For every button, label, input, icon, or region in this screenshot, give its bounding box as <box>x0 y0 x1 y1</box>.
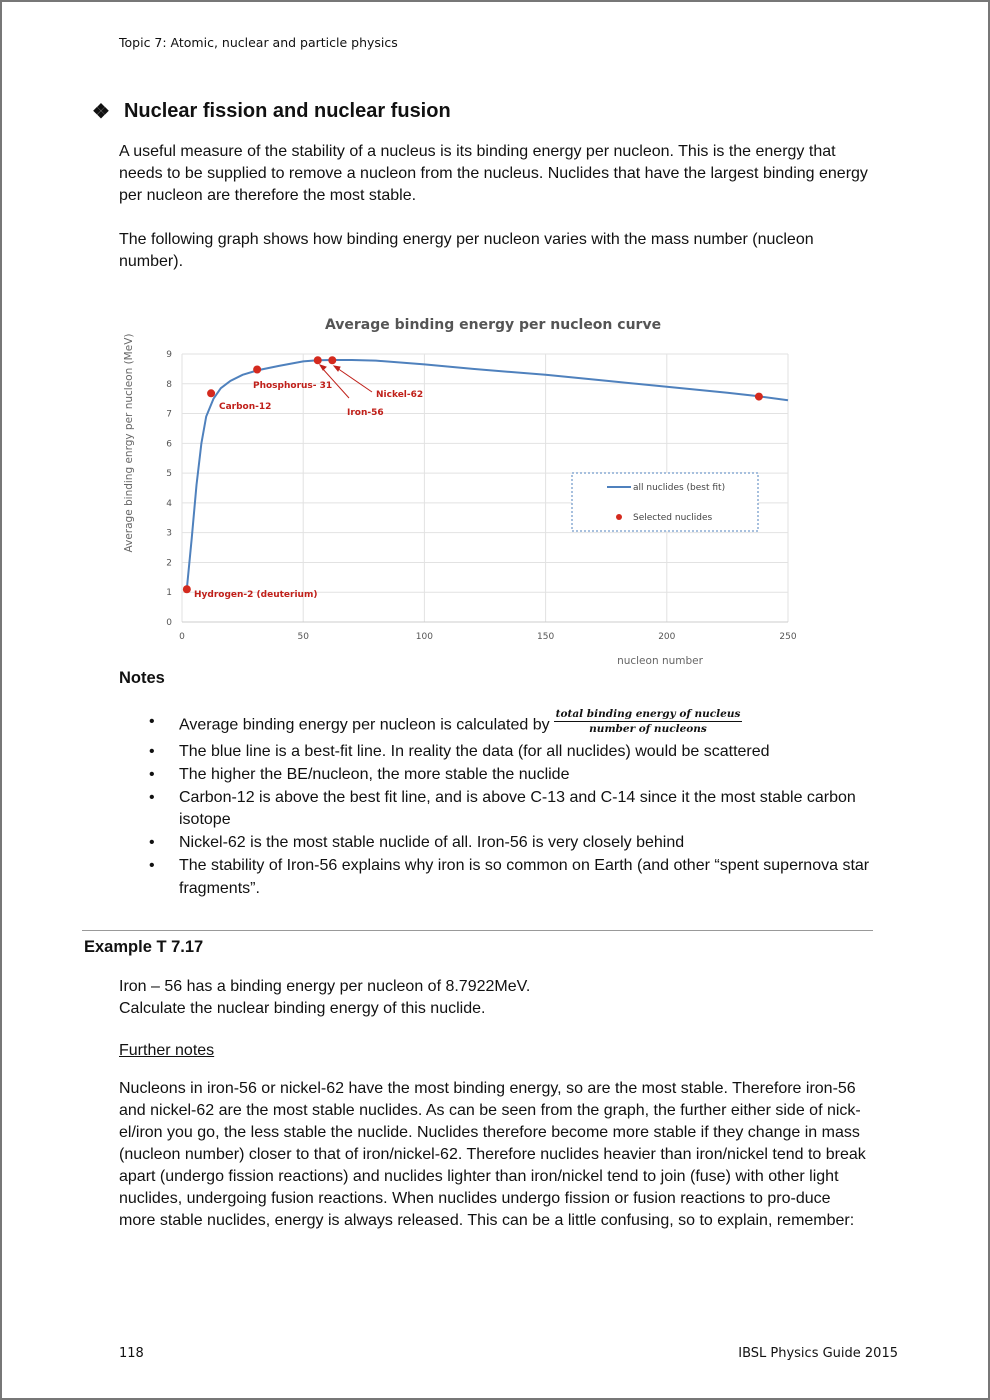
arrowhead-nickel <box>334 366 340 371</box>
four-diamond-bullet-icon: ❖ <box>92 101 110 123</box>
legend-label-fit: all nuclides (best fit) <box>633 483 726 493</box>
example-heading: Example T 7.17 <box>84 938 204 956</box>
legend-label-selected: Selected nuclides <box>633 513 713 523</box>
intro-paragraph-2: The following graph shows how binding energy per nucleon varies with the mass number (nucleon number). <box>119 231 814 270</box>
example-line-1: Iron – 56 has a binding energy per nucleon of 8.7922MeV. <box>119 978 531 995</box>
formula-denominator: number of nucleons <box>589 723 707 735</box>
legend-dot-swatch <box>616 514 622 520</box>
x-axis-label: nucleon number <box>617 655 703 667</box>
selected-nuclide-point <box>183 585 191 593</box>
selected-nuclide-point <box>253 365 261 373</box>
y-axis-label: Average binding enrgy per nucleon (MeV) <box>123 333 135 553</box>
y-tick-label: 3 <box>166 528 172 539</box>
intro-paragraph-1: A useful measure of the stability of a nucleus is its binding energy per nucleon. This is the energy that needs to be supplied to remove a nucleon from the nucleus. Nuclides that have the largest binding energy per nucleon are therefore the most stable. <box>119 143 868 204</box>
x-tick-label: 150 <box>537 632 555 642</box>
footer-guide-title: IBSL Physics Guide 2015 <box>738 1346 898 1361</box>
formula-fraction <box>554 707 743 736</box>
note-item: • The blue line is a best-fit line. In reality the data (for all nuclides) would be scattered <box>150 741 870 764</box>
y-tick-label: 5 <box>166 469 172 480</box>
note-item: • Carbon-12 is above the best fit line, and is above C-13 and C-14 since it the most stable carbon isotope <box>150 787 870 832</box>
further-notes-paragraph: Nucleons in iron-56 or nickel-62 have the most binding energy, so are the most stable. Therefore iron-56 and nickel-62 are the most stable nuclides. As can be seen from the graph, the further either side of nick-el/iron you go, the less stable the nuclide. Nuclides therefore become more stable if they change in mass (nucleon number) closer to that of iron/nickel-62. Therefore nuclides heavier than iron/nickel tend to break apart (undergo fission reactions) and nuclides lighter than iron/nickel tend to join (fuse) with other light nuclides, undergoing fusion reactions. When nuclides undergo fission or fusion reactions to pro-duce more stable nuclides, energy is always released. This can be a little confusing, so to explain, remember: <box>119 1080 866 1229</box>
note-item: • The stability of Iron-56 explains why iron is so common on Earth (and other “spent supernova star fragments”. <box>150 855 870 900</box>
annotation-iron: Iron-56 <box>347 408 384 418</box>
arrowhead-iron <box>320 365 326 370</box>
y-tick-label: 2 <box>166 558 172 569</box>
selected-nuclide-point <box>207 389 215 397</box>
note-item: • The higher the BE/nucleon, the more stable the nuclide <box>150 764 870 787</box>
page-number: 118 <box>119 1346 144 1361</box>
y-tick-label: 0 <box>166 618 172 628</box>
x-tick-label: 50 <box>297 632 309 642</box>
example-line-2: Calculate the nuclear binding energy of this nuclide. <box>119 1000 486 1017</box>
x-tick-label: 250 <box>779 632 797 642</box>
annotation-phosphorus: Phosphorus- 31 <box>253 381 333 391</box>
annotation-carbon: Carbon-12 <box>219 402 272 412</box>
annotation-hydrogen: Hydrogen-2 (deuterium) <box>194 590 318 600</box>
further-notes-heading: Further notes <box>119 1042 215 1059</box>
y-tick-label: 7 <box>166 409 172 420</box>
chart-title: Average binding energy per nucleon curve <box>324 317 662 333</box>
selected-nuclide-point <box>755 393 763 401</box>
y-tick-label: 1 <box>166 588 172 599</box>
x-tick-label: 200 <box>658 632 676 642</box>
formula-numerator: total binding energy of nucleus <box>555 708 741 720</box>
x-tick-label: 0 <box>179 632 185 642</box>
selected-nuclide-point <box>328 356 336 364</box>
running-header: Topic 7: Atomic, nuclear and particle physics <box>119 35 398 50</box>
notes-heading: Notes <box>119 669 165 687</box>
selected-nuclide-point <box>314 356 322 364</box>
section-title: Nuclear fission and nuclear fusion <box>123 100 451 122</box>
y-tick-label: 9 <box>166 350 172 360</box>
arrow-nickel <box>337 368 372 392</box>
x-tick-label: 100 <box>415 632 433 642</box>
notes-list <box>150 708 870 901</box>
divider <box>82 930 873 931</box>
annotation-nickel: Nickel-62 <box>376 390 424 400</box>
y-tick-label: 6 <box>166 439 172 450</box>
y-tick-label: 4 <box>166 498 172 509</box>
note-text: Average binding energy per nucleon is calculated by <box>179 716 550 734</box>
y-tick-label: 8 <box>166 379 172 390</box>
note-item <box>150 708 870 740</box>
note-item: • Nickel-62 is the most stable nuclide of all. Iron-56 is very closely behind <box>150 832 870 855</box>
